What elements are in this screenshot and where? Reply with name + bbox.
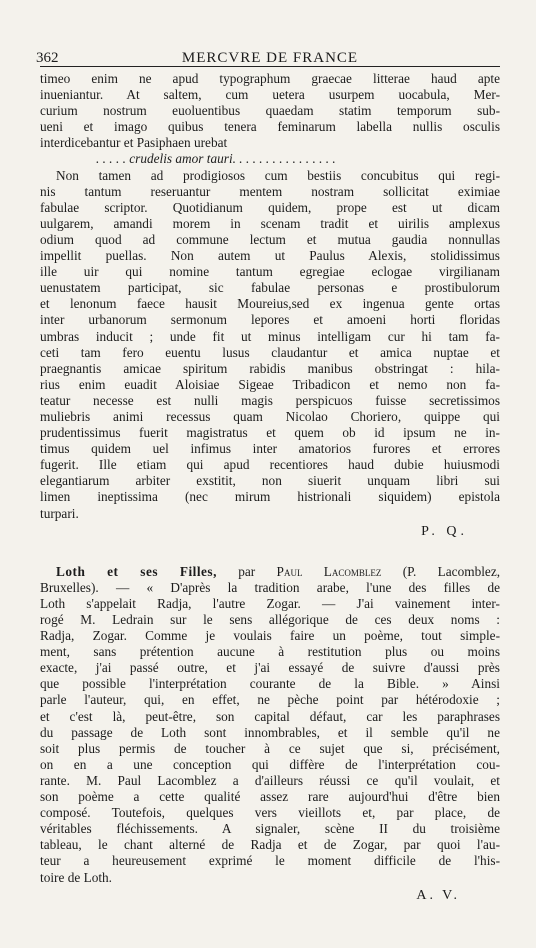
text-line: impellit puellas. Non autem ut Paulus Alexis, stolidissimus (40, 248, 500, 264)
text-line: rius enim euadit Aloisiae Sigeae Tribadicon et nemo non fa- (40, 376, 500, 392)
text-line: (P. Lacomblez, (402, 563, 501, 579)
text-line: elegantiarum arbiter exstitit, non siuerit unquam libri sui (40, 473, 500, 489)
signature-av: A. V. (416, 887, 460, 903)
text-line: Radja, Zogar. Comme je voulais faire un poème, tout simple- (40, 628, 500, 644)
signature-pq: P. Q. (421, 523, 468, 539)
text-line: Bruxelles). — « D'après la tradition arabe, l'une des filles de (40, 579, 500, 595)
verse-quote: . . . . . crudelis amor tauri. . . . . . . . . . . . . . . . (96, 151, 336, 167)
text-line: praegnantis amicae spiritum rabidis manibus obstringat : hila- (40, 360, 500, 376)
text-line: Loth s'appelait Radja, l'autre Zogar. — J'ai vainement inter- (40, 595, 500, 611)
text-line: teur a heureusement exprimé le moment difficile de l'his- (40, 853, 500, 869)
text-line: limen ineptissima (nec mirum histrionali siquidem) epistola (40, 489, 500, 505)
text-line: son poème a cette qualité assez rare aujourd'hui d'être bien (40, 789, 500, 805)
text-line: timeo enim ne apud typographum graecae litterae haud apte (40, 71, 500, 86)
text-line: que possible l'interprétation courante de la Bible. » Ainsi (40, 676, 500, 692)
text-line: timus quidem uel infimus inter amatorios furores et errores (40, 441, 500, 457)
text-line: parle l'auteur, qui, en effet, ne pèche point par hétérodoxie ; (40, 692, 500, 708)
review-author: Paul Lacomblez (276, 563, 382, 579)
text-line: exacte, j'ai passé outre, et j'ai essayé de suivre d'aussi près (40, 660, 500, 676)
text-line: et lenonum faece hausit Moureius,sed ex ingenua gente ortas (40, 296, 500, 312)
text-line: nis tantum reseruantur mentem nostram sollicitat eximiae (40, 183, 500, 199)
review-loth (40, 564, 500, 904)
text-line: composé. Toutefois, quelques vers vieillots et, par place, de (40, 805, 500, 821)
text-line: toire de Loth. (40, 869, 113, 885)
text-line: du passage de Loth sont innombrables, et il semble qu'il ne (40, 724, 500, 740)
page-header (36, 44, 500, 67)
text-line: uulgarem, amandi morem in scenam tradit et uirilis amplexus (40, 215, 500, 231)
text-line: ceti tam fero euentu lusus claudantur et amica nuptae et (40, 344, 500, 360)
text-line: odium quod ad commune lectum et mutua gaudia nonnullas (40, 231, 500, 247)
text-line: interdicebantur et Pasiphaen urebat (40, 135, 228, 151)
text-line: muliebris animi recessus quam Nicolao Choriero, quippe qui (40, 408, 500, 424)
running-head: MERCVRE DE FRANCE (181, 50, 359, 66)
text-line: tableau, le chant alterné de Radja et de Zogar, par quoi l'au- (40, 837, 500, 853)
text-line: rante. M. Paul Lacomblez a d'ailleurs réussi ce qu'il voulait, et (40, 772, 500, 788)
page (36, 44, 501, 904)
text-line: fugerit. Ille etiam qui apud recentiores haud dubie huiusmodi (40, 457, 500, 473)
text-line: soit plus permis de toucher à ce sujet que si, précisément, (40, 740, 500, 756)
text-line: prudentissimus fuerit magistratus et quem ob id ipsum ne in- (40, 425, 500, 441)
text-line: curium nostrum euoluentibus quaedam statim temporum sub- (40, 103, 500, 119)
text-line: umbras inducit ; unde fit ut minus intelligam cur hi tam fa- (40, 328, 500, 344)
text-line: teatur necesse est nulli magis perspicuos fuisse secretissimos (40, 392, 500, 408)
review-by: par (238, 563, 256, 579)
text-line: uenustatem participat, sic fabulae personas e prostibulorum (40, 280, 500, 296)
latin-passage (40, 71, 500, 540)
text-line: ueni et imago quibus tenera feminarum labella nullis osculis (40, 119, 500, 135)
text-line: inter urbanorum sermonum lepores et amoeni horti floridas (40, 312, 500, 328)
text-line: on en a une conception qui diffère de l'interprétation cou- (40, 756, 500, 772)
text-line: Non tamen ad prodigiosos cum bestiis concubitus qui regi- (56, 167, 500, 183)
text-line: fabulae scriptor. Quotidianum quidem, prope est ut dicam (40, 199, 500, 215)
review-first-line (40, 564, 500, 580)
text-line: rogé M. Ledrain sur le sens allégorique de ces deux noms : (40, 612, 500, 627)
review-title: Loth et ses Filles, (56, 563, 217, 579)
page-number: 362 (36, 50, 59, 66)
text-line: turpari. (40, 505, 79, 521)
text-line: ille uir qui nomine tantum egregiae eclogae virgilianam (40, 264, 500, 280)
text-line: véritables fléchissements. A signaler, scène II du troisième (40, 821, 500, 837)
text-line: et c'est là, peut-être, son capital défaut, car les paraphrases (40, 708, 500, 724)
text-line: inueniantur. At saltem, cum uetera usurpem uocabula, Mer- (40, 87, 500, 103)
text-line: ment, sans prétention aucune à restitution plus ou moins (40, 644, 500, 660)
